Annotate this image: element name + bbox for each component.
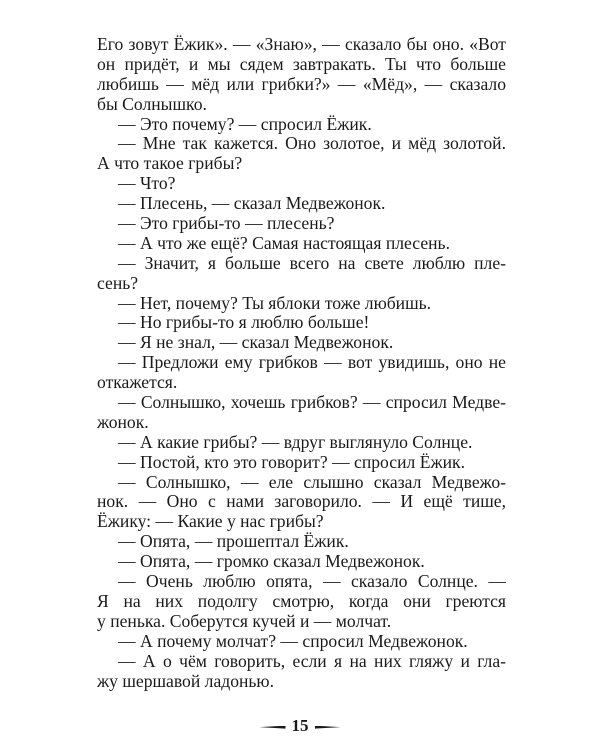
- text-line: — А какие грибы? — вдруг выглянуло Солнце.: [118, 431, 473, 452]
- text-line: — Мне так кажется. Оно золотое, и мёд золотой.: [118, 133, 506, 154]
- text-line: — Очень люблю опята, — сказало Солнце. —: [118, 571, 506, 592]
- text-line: — Предложи ему грибков — вот увидишь, оно не: [118, 352, 506, 373]
- text-line: — А что же ещё? Самая настоящая плесень.: [118, 232, 450, 253]
- text-line: — Но грибы-то я люблю больше!: [118, 312, 370, 333]
- text-line: — Я не знал, — сказал Медвежонок.: [118, 332, 394, 353]
- text-line: — Солнышко, хочешь грибков? — спросил Медве-: [118, 392, 506, 413]
- text-line: — Постой, кто это говорит? — спросил Ёжик.: [118, 451, 465, 472]
- text-line: Его зовут Ёжик». — «Знаю», — сказало бы оно. «Вот: [97, 34, 506, 54]
- text-line: он придёт, и мы сядем завтракать. Ты что больше: [97, 53, 506, 74]
- text-line: жонок.: [97, 411, 149, 432]
- text-line: — Что?: [118, 173, 176, 194]
- text-line: — Нет, почему? Ты яблоки тоже любишь.: [118, 292, 432, 313]
- text-line: — А почему молчат? — спросил Медвежонок.: [118, 630, 468, 651]
- text-line: бы Солнышко.: [97, 93, 207, 114]
- text-line: откажется.: [97, 372, 178, 393]
- text-line: — Это грибы-то — плесень?: [118, 213, 335, 234]
- text-line: — Это почему? — спросил Ёжик.: [118, 113, 372, 134]
- text-line: А что такое грибы?: [97, 153, 243, 174]
- text-line: жу шершавой ладонью.: [97, 670, 274, 691]
- text-line: любишь — мёд или грибки?» — «Мёд», — сказало: [97, 73, 506, 94]
- folio-ornament-left-icon: [260, 726, 286, 729]
- folio-ornament-right-icon: [315, 726, 341, 729]
- text-line: — Солнышко, — еле слышно сказал Медвежо-: [118, 471, 506, 492]
- text-line: Ёжику: — Какие у нас грибы?: [97, 511, 324, 532]
- text-line: нок. — Оно с нами заговорило. — И ещё тише,: [97, 491, 506, 512]
- text-line: — Опята, — прошептал Ёжик.: [118, 531, 349, 552]
- text-line: Я на них подолгу смотрю, когда они греются: [97, 590, 506, 611]
- page-body-text: [97, 35, 506, 691]
- page-number: 15: [291, 716, 309, 735]
- page-folio: [0, 714, 600, 738]
- text-line: — А о чём говорить, если я на них гляжу и гла-: [118, 650, 506, 671]
- text-line: — Плесень, — сказал Медвежонок.: [118, 193, 386, 214]
- text-line: сень?: [97, 272, 139, 293]
- text-line: у пенька. Соберутся кучей и — молчат.: [97, 610, 392, 631]
- text-line: — Значит, я больше всего на свете люблю пле-: [118, 252, 506, 273]
- text-line: — Опята, — громко сказал Медвежонок.: [118, 551, 425, 572]
